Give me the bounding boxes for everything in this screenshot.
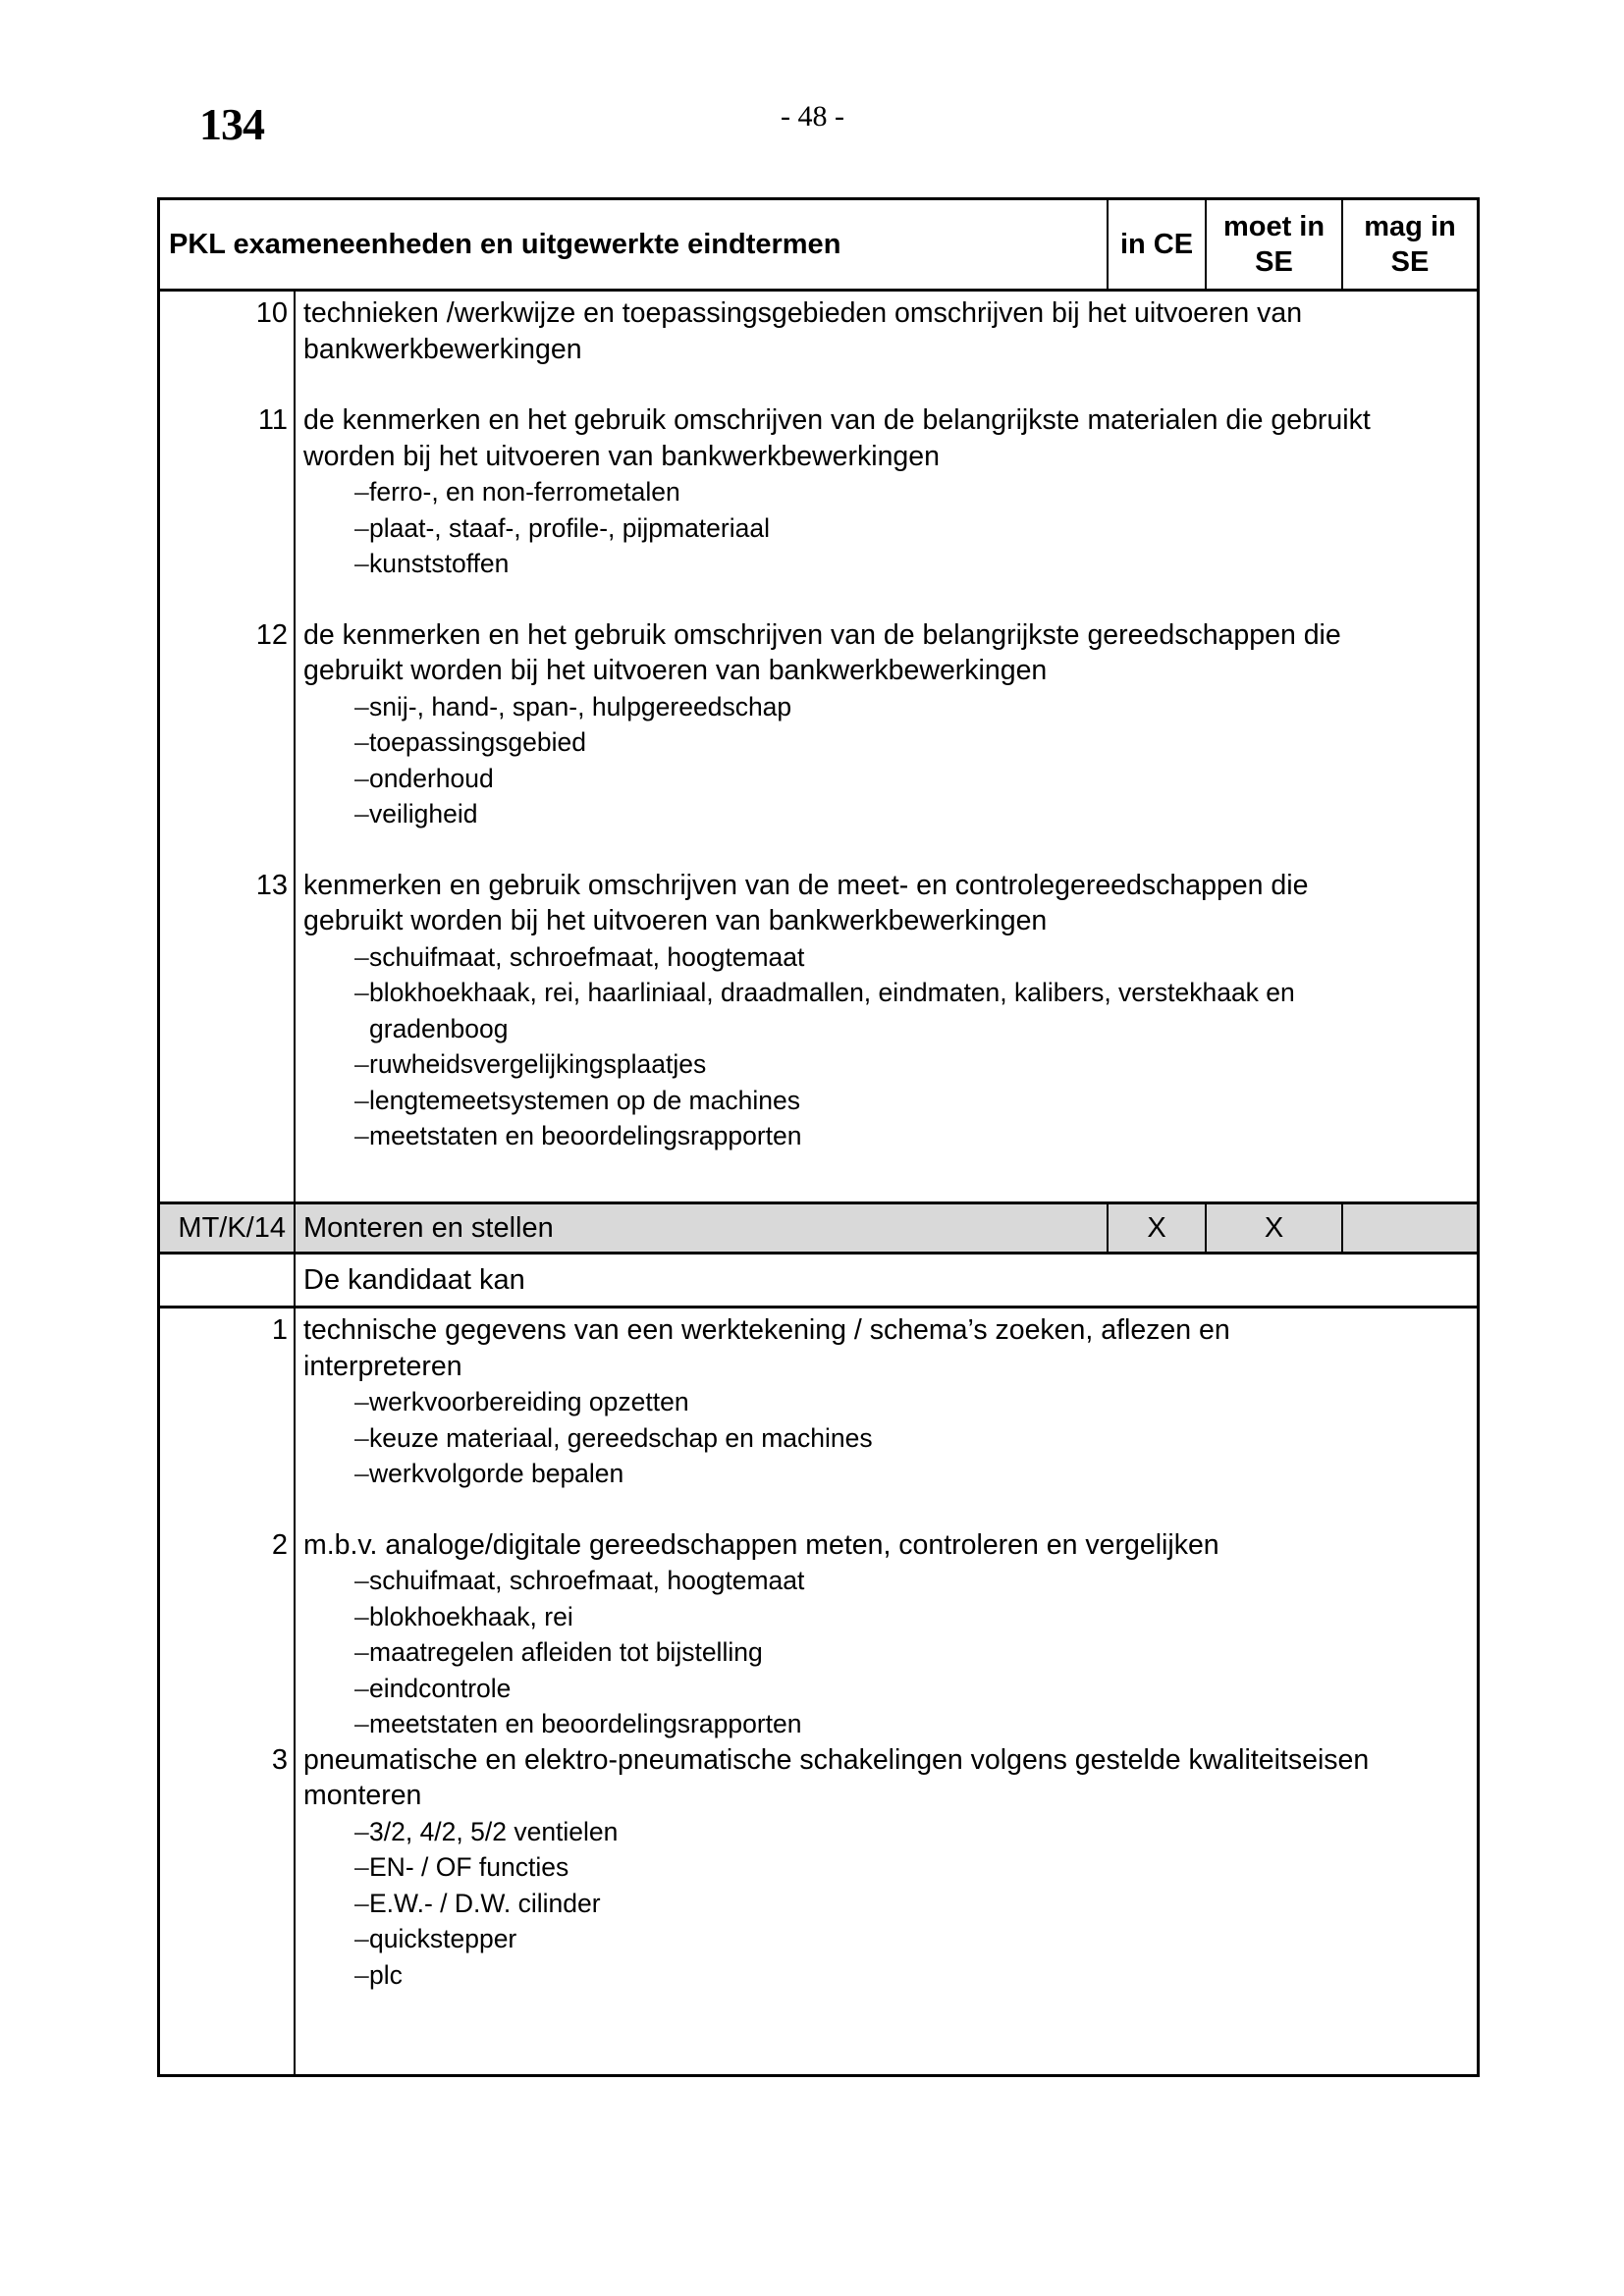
sub-item (303, 1011, 1463, 1047)
unit-moet-in-se: X (1205, 1204, 1341, 1252)
number-column-divider (294, 1308, 296, 2074)
dash-bullet-icon: – (354, 1924, 369, 1953)
sub-item (303, 1921, 1463, 1957)
sub-item-text: veiligheid (369, 799, 478, 828)
sub-item (303, 1706, 1463, 1742)
item-number: 10 (255, 297, 288, 329)
item-body (296, 617, 1477, 832)
dash-bullet-icon: – (354, 1387, 369, 1416)
page-number: 134 (199, 99, 264, 149)
sub-item-text: plaat-, staaf-, profile-, pijpmateriaal (369, 512, 770, 543)
dash-bullet-icon: – (354, 1959, 369, 1990)
sub-item (303, 1957, 1463, 1994)
sub-item (303, 939, 1463, 976)
eindtermen-table (157, 197, 1480, 2077)
dash-bullet-icon: – (354, 549, 369, 578)
item-body (296, 1742, 1477, 1994)
number-column-divider (294, 292, 296, 1201)
sub-item (303, 796, 1463, 832)
header-moet-in-se (1205, 200, 1341, 289)
header-mag-line2: SE (1390, 246, 1430, 278)
sub-item-text: plc (369, 1959, 403, 1990)
dash-bullet-icon: – (354, 1888, 369, 1918)
sub-item (303, 1671, 1463, 1707)
sub-item-text: blokhoekhaak, rei (369, 1601, 573, 1631)
sub-item-text: toepassingsgebied (369, 727, 587, 757)
unit-title: Monteren en stellen (303, 1211, 554, 1244)
item-text-line: de kenmerken en het gebruik omschrijven van de belangrijkste gereedschappen die (303, 618, 1341, 651)
list-item (160, 1312, 1477, 1492)
dash-bullet-icon: – (354, 1049, 369, 1079)
section-bankwerken-items (160, 292, 1477, 1201)
sub-item-text: blokhoekhaak, rei, haarliniaal, draadmallen, eindmaten, kalibers, verstekhaak en (369, 978, 1295, 1007)
item-text-line: technische gegevens van een werktekening / schema’s zoeken, aflezen en (303, 1314, 1230, 1346)
list-item (160, 617, 1477, 832)
sub-item-text: werkvoorbereiding opzetten (369, 1387, 689, 1416)
item-number: 12 (255, 618, 288, 651)
sub-item-text: werkvolgorde bepalen (369, 1459, 624, 1488)
dash-bullet-icon: – (354, 941, 369, 972)
sub-item (303, 975, 1463, 1011)
section-monteren (160, 1308, 1477, 2074)
unit-in-ce: X (1107, 1204, 1205, 1252)
dash-bullet-icon: – (354, 1422, 369, 1453)
header-title: PKL exameneenheden en uitgewerkte eindtermen (169, 228, 841, 260)
spacer (160, 832, 1477, 868)
intro-number-cell (160, 1255, 296, 1306)
item-number: 11 (257, 404, 288, 436)
dash-bullet-icon: – (354, 477, 369, 507)
unit-row (160, 1201, 1477, 1255)
section-monteren-items (160, 1308, 1477, 2074)
item-number: 13 (255, 869, 288, 901)
item-body (296, 868, 1477, 1154)
sub-item-text: eindcontrole (369, 1673, 512, 1703)
sub-item-text: lengtemeetsystemen op de machines (369, 1085, 800, 1115)
dash-bullet-icon: – (354, 1459, 369, 1488)
dash-bullet-icon: – (354, 763, 369, 793)
dash-bullet-icon: – (354, 1673, 369, 1703)
sub-item (303, 546, 1463, 582)
sub-item (303, 1849, 1463, 1886)
item-body (296, 402, 1477, 582)
sub-item-text: meetstaten en beoordelingsrapporten (369, 1121, 802, 1150)
section-bankwerken (160, 292, 1477, 1201)
sub-item-text: onderhoud (369, 763, 494, 793)
dash-bullet-icon: – (354, 1637, 369, 1667)
item-body (296, 1312, 1477, 1492)
list-item (160, 1527, 1477, 1742)
spacer (160, 367, 1477, 402)
sub-item (303, 1563, 1463, 1599)
sub-item-text: ruwheidsvergelijkingsplaatjes (369, 1049, 707, 1079)
item-text-line: worden bij het uitvoeren van bankwerkbewerkingen (303, 440, 940, 472)
item-body (296, 295, 1477, 367)
list-item (160, 402, 1477, 582)
page-subnumber: - 48 - (781, 100, 844, 133)
header-moet-line1: moet in (1222, 211, 1326, 242)
sub-item (303, 1384, 1463, 1420)
sub-item-text: schuifmaat, schroefmaat, hoogtemaat (369, 1566, 805, 1595)
sub-item-text: EN- / OF functies (369, 1852, 569, 1882)
item-body (296, 1527, 1477, 1742)
list-item (160, 295, 1477, 367)
dash-bullet-icon (303, 1011, 369, 1047)
header-mag-line1: mag in (1364, 211, 1456, 242)
item-text-line: de kenmerken en het gebruik omschrijven van de belangrijkste materialen die gebruikt (303, 404, 1371, 436)
dash-bullet-icon: – (354, 691, 369, 721)
sub-item (303, 1886, 1463, 1922)
sub-item (303, 1456, 1463, 1492)
header-in-ce: in CE (1107, 200, 1205, 289)
item-text-line: m.b.v. analoge/digitale gereedschappen meten, controleren en vergelijken (303, 1528, 1219, 1561)
sub-item (303, 724, 1463, 761)
dash-bullet-icon: – (354, 512, 369, 543)
header-moet-line2: SE (1255, 246, 1293, 278)
dash-bullet-icon: – (354, 1566, 369, 1595)
header-mag-in-se (1341, 200, 1477, 289)
unit-mag-in-se (1341, 1204, 1477, 1252)
sub-item (303, 1420, 1463, 1457)
item-number: 3 (271, 1743, 288, 1776)
sub-item (303, 474, 1463, 510)
sub-item (303, 1599, 1463, 1635)
item-text-line: bankwerkbewerkingen (303, 333, 582, 365)
sub-item-text: maatregelen afleiden tot bijstelling (369, 1637, 763, 1667)
unit-code: MT/K/14 (160, 1204, 296, 1252)
sub-item-text: snij-, hand-, span-, hulpgereedschap (369, 691, 792, 721)
sub-item (303, 761, 1463, 797)
item-text-line: kenmerken en gebruik omschrijven van de meet- en controlegereedschappen die (303, 869, 1309, 901)
sub-item (303, 1083, 1463, 1119)
dash-bullet-icon: – (354, 1121, 369, 1150)
dash-bullet-icon: – (354, 1601, 369, 1631)
sub-item (303, 1118, 1463, 1154)
item-number: 2 (271, 1528, 288, 1561)
sub-item (303, 1046, 1463, 1083)
sub-item-text: quickstepper (369, 1924, 517, 1953)
dash-bullet-icon: – (354, 978, 369, 1007)
dash-bullet-icon: – (354, 1085, 369, 1115)
sub-item (303, 1814, 1463, 1850)
sub-item-text: meetstaten en beoordelingsrapporten (369, 1709, 802, 1738)
sub-item (303, 689, 1463, 725)
intro-text: De kandidaat kan (303, 1263, 525, 1296)
sub-item (303, 1634, 1463, 1671)
item-text-line: gebruikt worden bij het uitvoeren van bankwerkbewerkingen (303, 905, 1048, 936)
spacer (160, 1492, 1477, 1527)
dash-bullet-icon: – (354, 1852, 369, 1882)
dash-bullet-icon: – (354, 799, 369, 828)
sub-item (303, 510, 1463, 547)
sub-item-text: ferro-, en non-ferrometalen (369, 477, 680, 507)
intro-row (160, 1255, 1477, 1308)
sub-item-text: E.W.- / D.W. cilinder (369, 1888, 601, 1918)
item-text-line: monteren (303, 1780, 422, 1811)
table-header (160, 200, 1477, 292)
list-item (160, 868, 1477, 1154)
item-text-line: interpreteren (303, 1350, 462, 1382)
item-text-line: pneumatische en elektro-pneumatische schakelingen volgens gestelde kwaliteitseisen (303, 1743, 1370, 1776)
spacer (160, 582, 1477, 617)
item-number: 1 (271, 1314, 288, 1346)
sub-item-text: kunststoffen (369, 549, 510, 578)
dash-bullet-icon: – (354, 727, 369, 757)
dash-bullet-icon: – (354, 1816, 369, 1846)
item-text-line: gebruikt worden bij het uitvoeren van bankwerkbewerkingen (303, 655, 1048, 686)
sub-item-text: gradenboog (369, 1013, 509, 1043)
list-item (160, 1742, 1477, 1994)
dash-bullet-icon: – (354, 1709, 369, 1738)
sub-item-text: 3/2, 4/2, 5/2 ventielen (369, 1816, 619, 1846)
item-text-line: technieken /werkwijze en toepassingsgebieden omschrijven bij het uitvoeren van (303, 297, 1303, 329)
sub-item-text: keuze materiaal, gereedschap en machines (369, 1422, 873, 1453)
sub-item-text: schuifmaat, schroefmaat, hoogtemaat (369, 941, 805, 972)
